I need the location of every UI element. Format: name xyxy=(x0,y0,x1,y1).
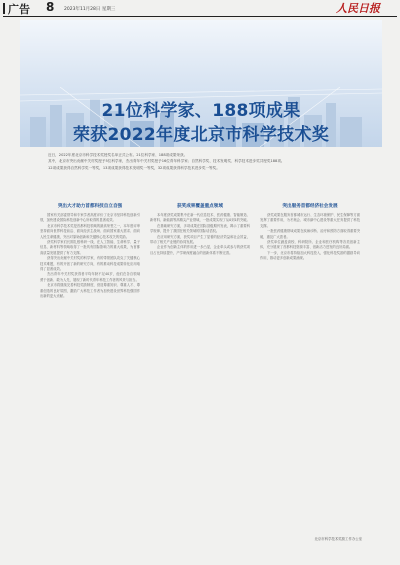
column-paragraph: 杰出青年中关村奖获得者平均年龄不足40岁，他们在各自领域勇于创新、敢为人先，展现了新时代青年科技工作者的风采与担当。 xyxy=(40,272,140,282)
column-paragraph: 一批医药健康领域成果在疾病诊断、治疗和预防方面取得重要突破，惠及广大患者。 xyxy=(260,229,360,239)
article-column-3 xyxy=(260,200,360,545)
intro-paragraph: 近日，2022年度北京市科学技术奖授奖名单正式公布。21位科学家、188项成果荣获。 xyxy=(48,153,188,157)
banner xyxy=(20,20,382,147)
column-heading: 突出服务首都经济社会发展 xyxy=(282,204,338,209)
issue-date: 2023年11月28日 星期三 xyxy=(64,7,116,12)
intro-paragraph: 12项成果获得自然科学奖一等奖，13项成果获得技术发明奖一等奖，32项成果获得科学技术进步奖一等奖。 xyxy=(48,165,220,170)
section-marker xyxy=(3,3,5,14)
newspaper-logo: 人民日报 xyxy=(336,2,380,15)
column-heading: 突出大才助力首都科技自立自强 xyxy=(57,204,123,209)
column-heading: 获奖成果覆盖重点领域 xyxy=(177,204,223,209)
column-paragraph: 本年度获奖成果集中在新一代信息技术、医药健康、智能制造、新材料、新能源等高精尖产业领域，一批成果实现了从0到1的突破。 xyxy=(150,213,250,223)
banner-title-line2: 荣获2022年度北京市科学技术奖 xyxy=(72,125,330,145)
page-header xyxy=(0,0,400,20)
column-paragraph: 在基础研究方面，多项成果在国际顶级期刊发表，揭示了重要科学规律，提升了我国在相关领域的国际话语权。 xyxy=(150,223,250,234)
intro-paragraph: 其中，北京市突出贡献中关村奖授予5位科学家，杰出青年中关村奖授予16位青年科学家；自然科学奖、技术发明奖、科学技术进步奖共授奖188项。 xyxy=(48,159,285,164)
banner-title-line1: 21位科学家、188项成果 xyxy=(101,101,301,121)
column-paragraph: 北京市科学技术奖是首都科技领域的最高荣誉之一，本年度评审坚持面向世界科技前沿、面向经济主战场、面向国家重大需求、面向人民生命健康，突出对原始创新和关键核心技术攻关的奖励。 xyxy=(40,223,140,239)
section-name: 广告 xyxy=(8,3,30,16)
column-paragraph: 国家有关部委领导和专家学者高度评价了北京市坚持科技创新引领，加快建设国际科技创新中心所取得的显著成效。 xyxy=(40,213,140,223)
column-paragraph: 获奖科学家们长期扎根科研一线，在人工智能、生命科学、量子信息、新材料等领域取得了一批具有国际影响力的重大成果，为首都高质量发展提供了有力支撑。 xyxy=(40,240,140,255)
intro-text xyxy=(40,152,360,171)
article-column-1 xyxy=(40,200,140,545)
column-paragraph: 获得突出贡献中关村奖的科学家，有的带领团队攻克了关键核心技术难题，有的开创了新的研究方向，有的推动科技成果转化应用取得了显著成效。 xyxy=(40,256,140,272)
column-paragraph: 企业作为创新主体的作用进一步凸显，企业牵头或参与的获奖项目占比持续提升，产学研深度融合的创新体系不断完善。 xyxy=(150,245,250,255)
article-column-2 xyxy=(150,200,250,545)
column-paragraph: 获奖成果在服务首都城市运行、生态环境保护、民生保障等方面发挥了重要作用，为冬奥会、城市副中心建设等重大任务提供了科技支撑。 xyxy=(260,213,360,228)
column-paragraph: 下一步，北京市将持续加大科技投入，强化科技奖励的激励导向作用，推动更多创新成果涌现。 xyxy=(260,250,360,261)
column-paragraph: 获奖单位涵盖高校、科研院所、企业和医疗机构等各类创新主体，充分展现了首都科技资源丰富、创新活力迸发的良好局面。 xyxy=(260,240,360,250)
advertiser-credit: 北京市科学技术奖励工作办公室 xyxy=(314,537,362,541)
header-rule xyxy=(3,16,397,17)
column-paragraph: 在应用研究方面，获奖项目产生了显著的经济效益和社会效益，带动了相关产业链的协同发展。 xyxy=(150,234,250,245)
column-paragraph: 北京市将继续完善科技奖励制度，营造尊重知识、尊重人才、尊重创造的良好氛围，激励广大科技工作者为加快建设世界科技强国作出新的更大贡献。 xyxy=(40,283,140,299)
article-columns xyxy=(40,200,360,545)
page-number: 8 xyxy=(46,0,55,14)
